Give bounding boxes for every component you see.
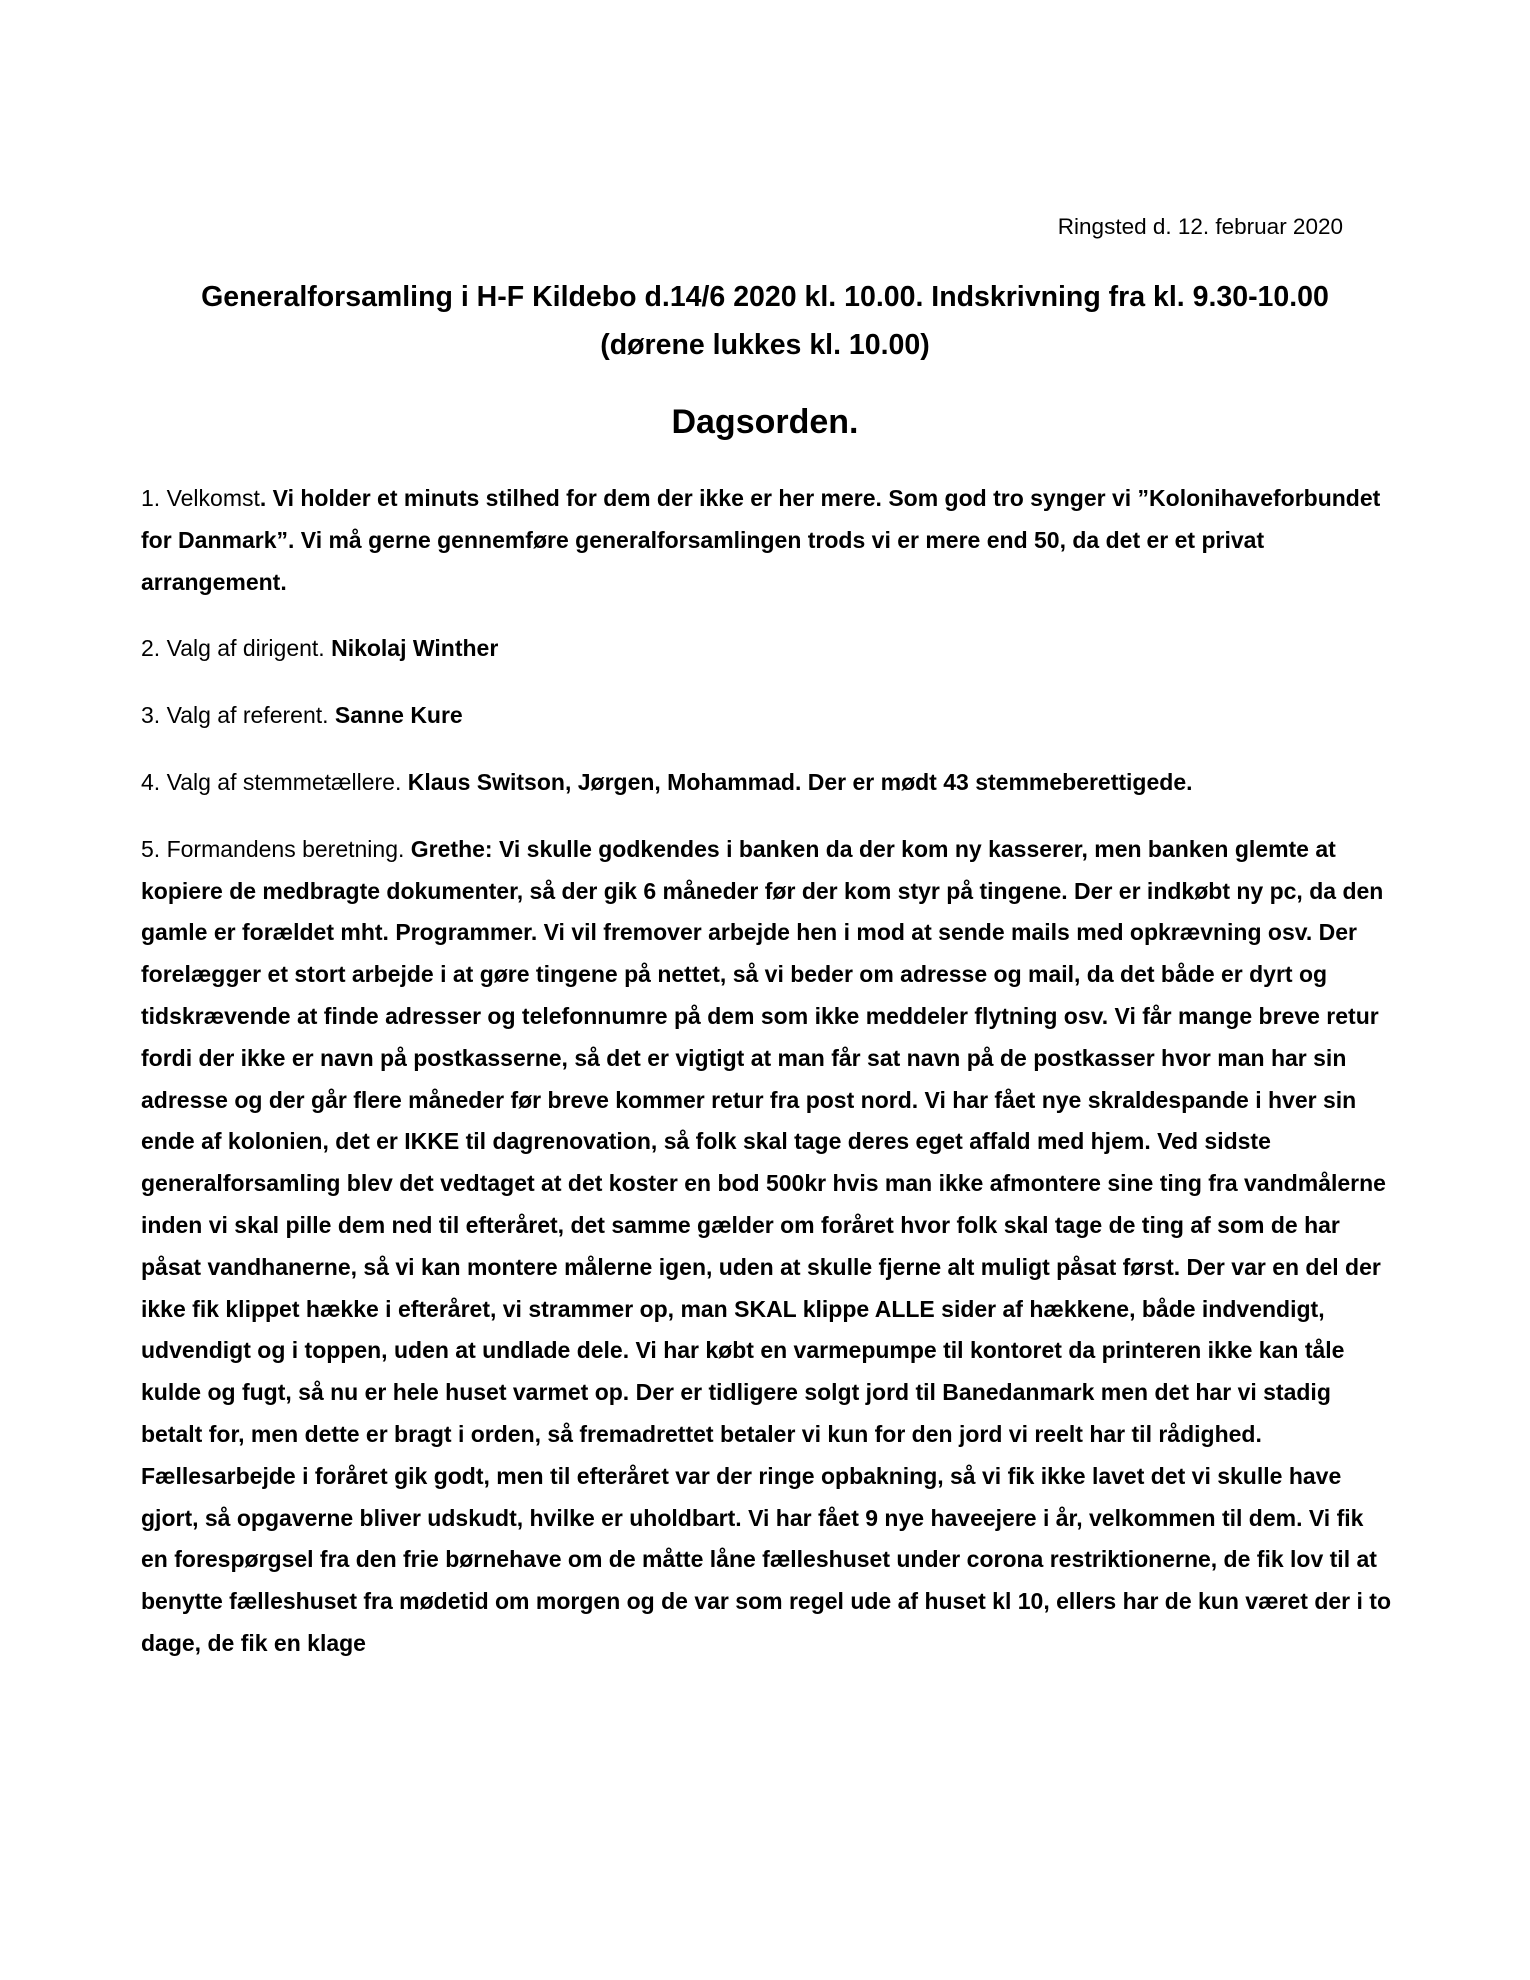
- title-line-1: Generalforsamling i H-F Kildebo d.14/6 2020 kl. 10.00. Indskrivning fra kl. 9.30-10.00: [201, 281, 1329, 313]
- agenda-heading: Dagsorden.: [671, 403, 859, 441]
- agenda-item-text: Sanne Kure: [334, 702, 463, 729]
- agenda-item-text: Klaus Switson, Jørgen, Mohammad. Der er mødt 43 stemmeberettigede.: [407, 768, 1193, 795]
- agenda-item-label: 1. Velkomst: [141, 485, 260, 511]
- agenda-item-vote-counters: [141, 762, 1391, 804]
- agenda-list: [141, 478, 1391, 1690]
- agenda-item-text: . Vi holder et minuts stilhed for dem der ikke er her mere. Som god tro synger vi ”Kolonihaveforbundet for Danmark”. Vi må gerne gennemføre generalforsamlingen trods vi er mere end 50, da det er et privat arrangement.: [141, 485, 1381, 595]
- agenda-item-label: 3. Valg af referent.: [141, 702, 335, 729]
- agenda-item-text: Grethe: Vi skulle godkendes i banken da der kom ny kasserer, men banken glemte at kopiere de medbragte dokumenter, så der gik 6 måneder før der kom styr på tingene. Der er indkøbt ny pc, da den gamle er forældet mht. Programmer. Vi vil fremover arbejde hen i mod at sende mails med opkrævning osv. Der forelægger et stort arbejde i at gøre tingene på nettet, så vi beder om adresse og mail, da det både er dyrt og tidskrævende at finde adresser og telefonnumre på dem som ikke meddeler flytning osv. Vi får mange breve retur fordi der ikke er navn på postkasserne, så det er vigtigt at man får sat navn på de postkasser hvor man har sin adresse og der går flere måneder før breve kommer retur fra post nord. Vi har fået nye skraldespande i hver sin ende af kolonien, det er IKKE til dagrenovation, så folk skal tage deres eget affald med hjem. Ved sidste generalforsamling blev det vedtaget at det koster en bod 500kr hvis man ikke afmontere sine ting fra vandmålerne inden vi skal pille dem ned til efteråret, det samme gælder om foråret hvor folk skal tage de ting af som de har påsat vandhanerne, så vi kan montere målerne igen, uden at skulle fjerne alt muligt påsat først. Der var en del der ikke fik klippet hække i efteråret, vi strammer op, man SKAL klippe ALLE sider af hækkene, både indvendigt, udvendigt og i toppen, uden at undlade dele. Vi har købt en varmepumpe til kontoret da printeren ikke kan tåle kulde og fugt, så nu er hele huset varmet op. Der er tidligere solgt jord til Banedanmark men det har vi stadig betalt for, men dette er bragt i orden, så fremadrettet betaler vi kun for den jord vi reelt har til rådighed. Fællesarbejde i foråret gik godt, men til efteråret var der ringe opbakning, så vi fik ikke lavet det vi skulle have gjort, så opgaverne bliver udskudt, hvilke er uholdbart. Vi har fået 9 nye haveejere i år, velkommen til dem. Vi fik en forespørgsel fra den frie børnehave om de måtte låne fælleshuset under corona restriktionerne, de fik lov til at benytte fælleshuset fra mødetid om morgen og de var som regel ude af huset kl 10, ellers har de kun været der i to dage, de fik en klage: [141, 835, 1391, 1656]
- agenda-item-minutes-taker: [141, 695, 1391, 737]
- document-title: [140, 273, 1390, 369]
- agenda-item-label: 5. Formandens beretning.: [141, 835, 411, 862]
- agenda-item-label: 4. Valg af stemmetællere.: [141, 768, 408, 795]
- agenda-item-text: Nikolaj Winther: [331, 635, 499, 662]
- agenda-item-chair: [141, 628, 1391, 670]
- agenda-item-welcome: [141, 478, 1391, 603]
- title-line-2: (dørene lukkes kl. 10.00): [600, 329, 930, 361]
- agenda-item-label: 2. Valg af dirigent.: [141, 635, 332, 662]
- date-line: Ringsted d. 12. februar 2020: [1057, 214, 1343, 239]
- agenda-item-chairman-report: [141, 829, 1391, 1665]
